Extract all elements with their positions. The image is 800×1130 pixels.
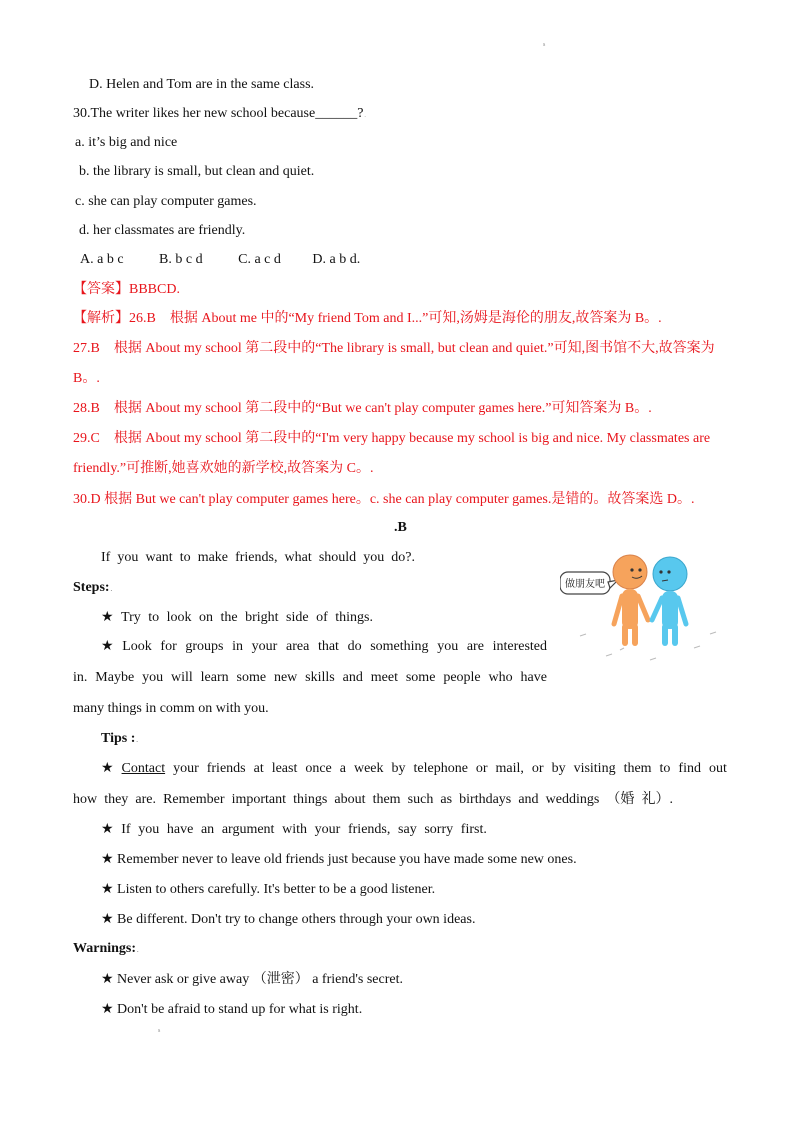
analysis-30: 30.D 根据 But we can't play computer games here。c. she can play computer games.是错的。故答案选 D。.: [73, 492, 695, 507]
intro-word: want: [145, 550, 173, 565]
step-2-line-1: ★ Look for groups in your area that do something you are interested: [101, 639, 547, 654]
q30-choice-b: B. b c d: [159, 252, 203, 267]
intro-word: to: [179, 550, 191, 565]
section-b-intro-text: [101, 548, 415, 568]
answer-key: 【答案】BBBCD.: [73, 282, 180, 297]
q30-choice-c: C. a c d: [238, 252, 281, 267]
tip-2: [101, 820, 487, 840]
warnings-title-text: Warnings:: [73, 941, 137, 956]
tip-3: ★ Remember never to leave old friends just because you have made some new ones.: [101, 852, 577, 867]
q30-option-a: a. it’s big and nice: [75, 135, 178, 150]
intro-word: If: [101, 550, 111, 565]
tip-1-line-1: ★ Contact your friends at least once a week by telephone or mail, or by visiting them to find out: [101, 759, 727, 779]
intro-word: friends,: [235, 550, 278, 565]
q30-option-b: b. the library is small, but clean and quiet.: [79, 164, 315, 179]
warning-2: ★ Don't be afraid to stand up for what is right.: [101, 1002, 363, 1017]
step-2-line-2: in. Maybe you will learn some new skills and meet some people who have: [73, 670, 547, 685]
friends-illustration: [560, 548, 730, 670]
step-word: on: [199, 610, 214, 625]
intro-word: what: [284, 550, 312, 565]
intro-word: you: [363, 550, 385, 565]
tips-title: Tips :.: [101, 731, 138, 746]
ground-marks: [580, 632, 716, 660]
intro-word: make: [197, 550, 229, 565]
step-2: [101, 637, 547, 657]
tip-1-cont: [73, 790, 673, 810]
intro-word: you: [117, 550, 139, 565]
analysis-29-cont: friendly.”可推断,她喜欢她的新学校,故答案为 C。.: [73, 461, 374, 476]
step-1: [101, 608, 373, 628]
tip-1-line-2: how they are. Remember important things about them such as birthdays and weddings （婚 礼）.: [73, 792, 673, 807]
step-word: look: [166, 610, 192, 625]
step-word: bright: [245, 610, 279, 625]
tip-1-underlined: Contact: [121, 761, 166, 776]
section-b-heading: .B: [394, 520, 407, 535]
step-word: things.: [335, 610, 373, 625]
tip-5: ★ Be different. Don't try to change others through your own ideas.: [101, 912, 476, 927]
q30-blank: ______: [315, 106, 358, 121]
q30-choice-a: A. a b c: [80, 252, 124, 267]
q30-stem-text: 30.The writer likes her new school because: [73, 106, 316, 121]
q30-choices: [80, 250, 360, 270]
page-corner-mark-bottom: s: [158, 1028, 161, 1034]
step-word: the: [220, 610, 238, 625]
warnings-title: Warnings:.: [73, 941, 139, 956]
step-word: side: [286, 610, 309, 625]
q30-choice-d: D. a b d.: [312, 252, 361, 267]
analysis-28: 28.B 根据 About my school 第二段中的“But we can't play computer games here.”可知答案为 B。.: [73, 401, 652, 416]
star-icon: ★: [101, 761, 114, 776]
warning-1: ★ Never ask or give away （泄密） a friend's secret.: [101, 972, 403, 987]
tips-title-text: Tips :: [101, 731, 136, 746]
analysis-27: 27.B 根据 About my school 第二段中的“The library is small, but clean and quiet.”可知,图书馆不大,故答案为: [73, 341, 715, 356]
step-word: of: [316, 610, 328, 625]
page-corner-mark-top: s: [543, 42, 546, 48]
tip-4: ★ Listen to others carefully. It's better to be a good listener.: [101, 882, 436, 897]
q30-option-d: d. her classmates are friendly.: [79, 223, 246, 238]
q30-stem-end: ?: [357, 106, 364, 121]
step-1-text: [101, 608, 373, 628]
step-word: to: [148, 610, 160, 625]
step-2-end: many things in comm on with you.: [73, 701, 269, 716]
q30-stem: 30.The writer likes her new school because______?.: [73, 106, 366, 121]
q29-option-d: D. Helen and Tom are in the same class.: [89, 77, 315, 92]
q30-option-c: c. she can play computer games.: [75, 194, 257, 209]
tip-1: [101, 759, 727, 779]
intro-word: should: [318, 550, 357, 565]
step-word: ★: [101, 610, 114, 625]
steps-title: Steps:.: [73, 580, 113, 595]
analysis-29: 29.C 根据 About my school 第二段中的“I'm very happy because my school is big and nice. My classmates are: [73, 431, 711, 446]
bubble-text: 做朋友吧: [565, 579, 605, 590]
orange-figure: [613, 555, 648, 646]
analysis-27-cont: B。.: [73, 371, 100, 386]
section-b-intro: [101, 548, 415, 568]
analysis-26: 【解析】26.B 根据 About me 中的“My friend Tom and I...”可知,汤姆是海伦的朋友,故答案为 B。.: [73, 311, 662, 326]
steps-title-text: Steps:: [73, 580, 110, 595]
intro-word: do?.: [391, 550, 415, 565]
step-word: Try: [121, 610, 141, 625]
tip-2-text: ★ If you have an argument with your friends, say sorry first.: [101, 822, 487, 837]
blue-figure: [652, 557, 687, 646]
step-2-cont: [73, 668, 547, 688]
